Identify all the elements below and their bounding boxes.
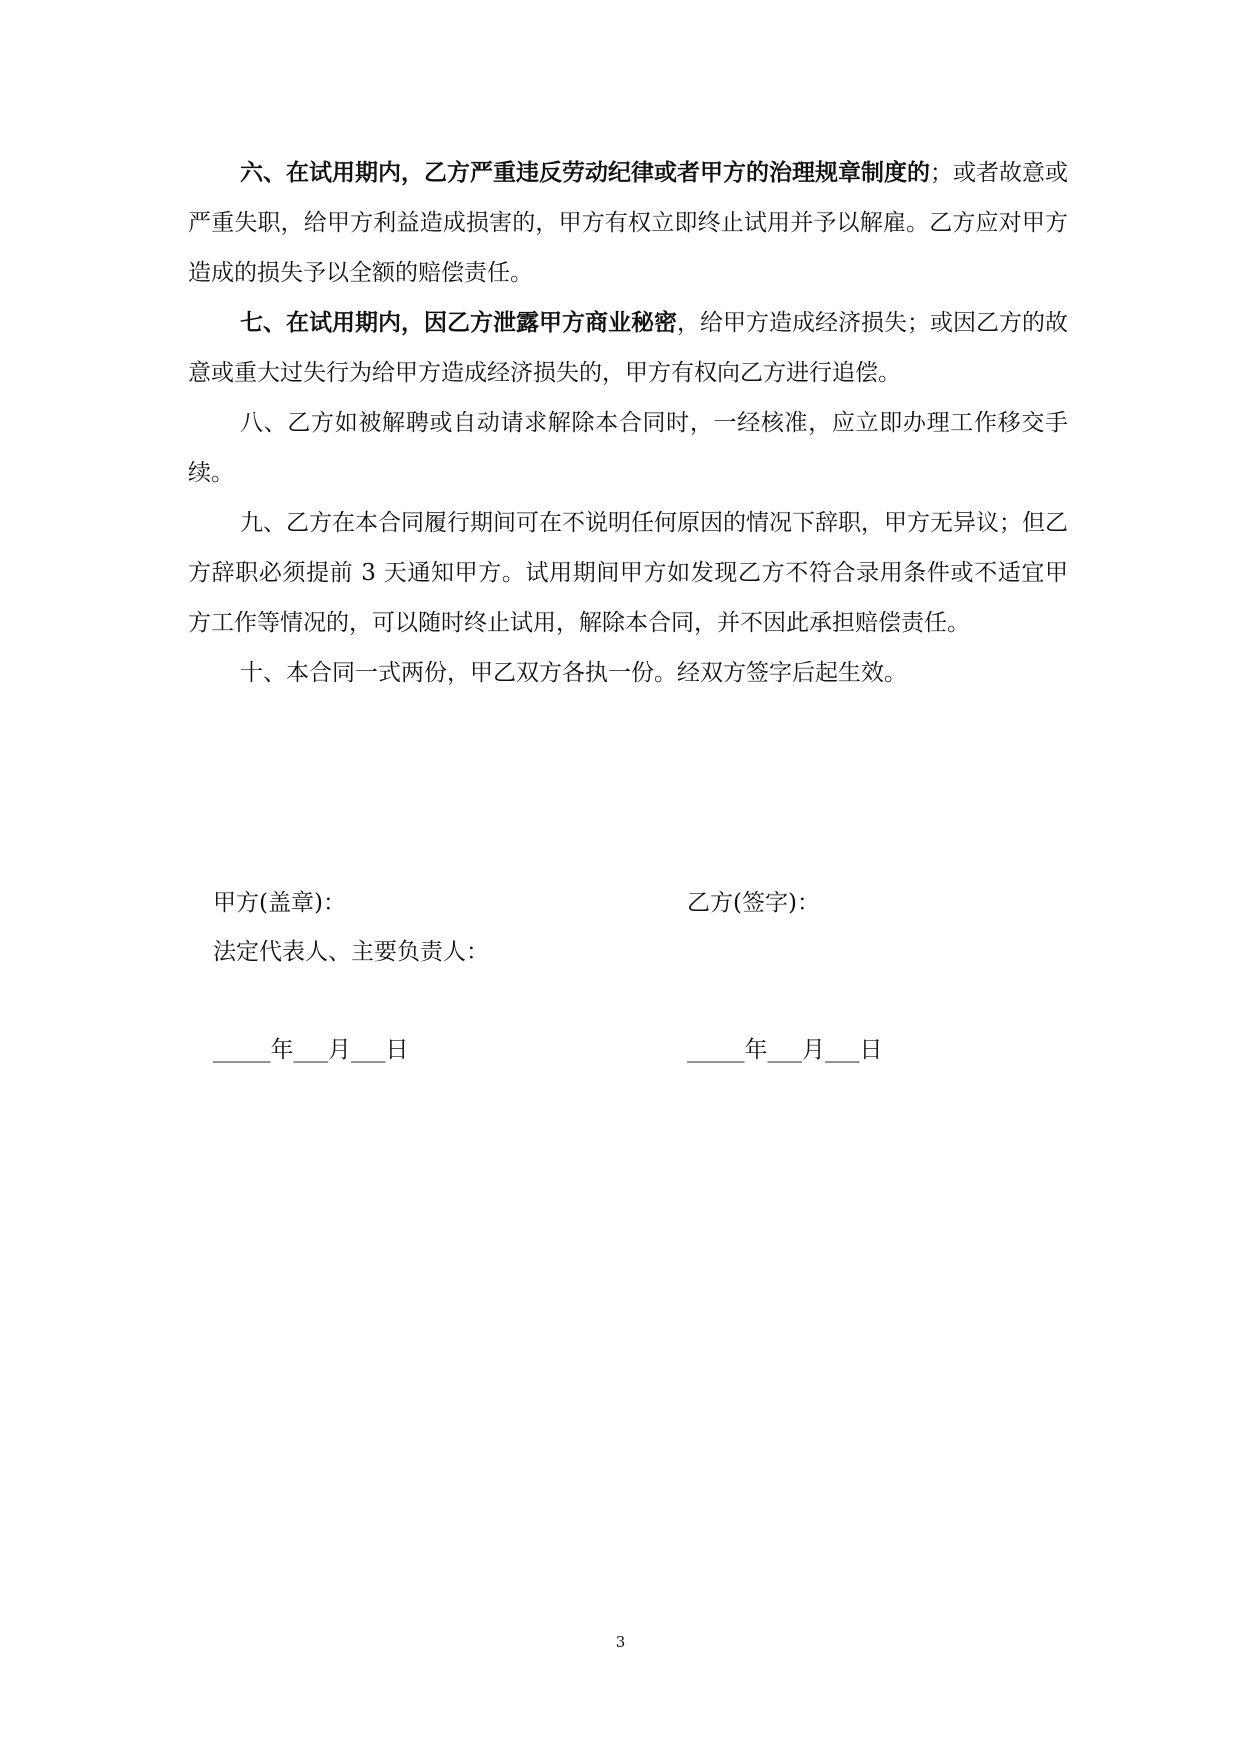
clause-6-lead: 六、在试用期内，乙方严重违反劳动纪律或者甲方的治理规章制度的 [240, 159, 930, 186]
clause-8-text: 八、乙方如被解聘或自动请求解除本合同时，一经核准，应立即办理工作移交手续。 [188, 410, 1068, 486]
clause-10-text: 十、本合同一式两份，甲乙双方各执一份。经双方签字后起生效。 [240, 660, 907, 686]
clause-6 [188, 148, 1068, 298]
clause-7 [188, 298, 1068, 398]
party-b-date-line: _____年___月___日 [687, 1037, 883, 1063]
clause-7-lead: 七、在试用期内，因乙方泄露甲方商业秘密 [240, 309, 677, 336]
clause-9 [188, 498, 1068, 648]
legal-representative-label: 法定代表人、主要负责人： [213, 939, 489, 965]
clause-6-text: ；或者故意或严重失职，给甲方利益造成损害的，甲方有权立即终止试用并予以解雇。乙方应对甲方造成的损失予以全额的赔偿责任。 [188, 160, 1068, 286]
party-a-label: 甲方(盖章)： [213, 890, 346, 916]
party-a-date-line: _____年___月___日 [213, 1037, 409, 1063]
contract-clauses [188, 148, 1068, 698]
clause-9-text: 九、乙方在本合同履行期间可在不说明任何原因的情况下辞职，甲方无异议；但乙方辞职必须提前 3 天通知甲方。试用期间甲方如发现乙方不符合录用条件或不适宜甲方工作等情况的，可以随时终止试用，解除本合同，并不因此承担赔偿责任。 [188, 510, 1068, 636]
clause-10 [188, 648, 1068, 698]
party-b-label: 乙方(签字)： [687, 890, 820, 916]
clause-7-text: ，给甲方造成经济损失；或因乙方的故意或重大过失行为给甲方造成经济损失的，甲方有权向乙方进行追偿。 [188, 310, 1068, 386]
clause-8 [188, 398, 1068, 498]
page-number: 3 [615, 1633, 626, 1651]
